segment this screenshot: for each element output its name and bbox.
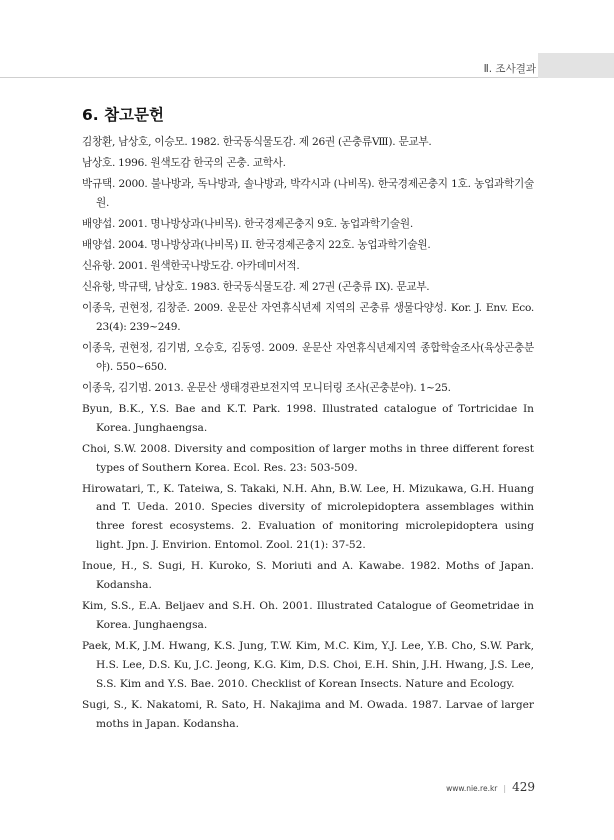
reference-item: Sugi, S., K. Nakatomi, R. Sato, H. Nakajima and M. Owada. 1987. Larvae of larger moths in Japan. Kodansha. [82,698,534,730]
header-section-label: Ⅱ. 조사결과 [483,63,536,75]
section-title: 6. 참고문헌 [82,106,164,124]
reference-item: 배양섭. 2004. 명나방상과(나비목) II. 한국경제곤충지 22호. 농업과학기술원. [82,238,431,251]
reference-item: 이종욱, 권현정, 김창준. 2009. 운문산 자연휴식년제 지역의 곤충류 생물다양성. Kor. J. Env. Eco. 23(4): 239~249. [82,301,534,333]
header-rule [0,77,614,78]
reference-item: 남상호. 1996. 원색도감 한국의 곤충. 교학사. [82,157,286,169]
reference-item: 이종욱, 권현정, 김기범, 오승호, 김동영. 2009. 운문산 자연휴식년제지역 종합학술조사(육상곤충분야). 550~650. [82,341,534,373]
reference-item: Choi, S.W. 2008. Diversity and composition of larger moths in three different forest types of Southern Korea. Ecol. Res. 23: 503-509. [82,442,534,474]
reference-item: 신유항, 박규택, 남상호. 1983. 한국동식물도감. 제 27권 (곤충류 IX). 문교부. [82,280,430,293]
reference-item: 신유항. 2001. 원색한국나방도감. 아카데미서적. [82,259,300,272]
reference-item: Kim, S.S., E.A. Beljaev and S.H. Oh. 2001. Illustrated Catalogue of Geometridae in Korea. Junghaengsa. [82,600,534,632]
footer-separator: | [503,784,507,793]
reference-item: 배양섭. 2001. 명나방상과(나비목). 한국경제곤충지 9호. 농업과학기술원. [82,217,413,230]
reference-item: 김창환, 남상호, 이승모. 1982. 한국동식물도감. 제 26권 (곤충류Ⅷ). 문교부. [82,136,432,148]
reference-item: Paek, M.K, J.M. Hwang, K.S. Jung, T.W. Kim, M.C. Kim, Y.J. Lee, Y.B. Cho, S.W. Park, H.S. Lee, D.S. Ku, J.C. Jeong, K.G. Kim, D.S. Choi, E.H. Shin, J.H. Hwang, J.S. Lee, S.S. Kim and Y.S. Bae. 2010. Checklist of Korean Insects. Nature and Ecology. [82,640,534,690]
reference-item: Inoue, H., S. Sugi, H. Kuroko, S. Moriuti and A. Kawabe. 1982. Moths of Japan. Kodansha. [82,560,534,592]
reference-item: 박규택. 2000. 불나방과, 독나방과, 솔나방과, 박각시과 (나비목). 한국경제곤충지 1호. 농업과학기술원. [82,178,534,209]
page-footer [446,780,535,794]
reference-item: 이종욱, 김기범. 2013. 운문산 생태경관보전지역 모니터링 조사(곤충분야). 1~25. [82,381,451,394]
header-tab-decoration [538,53,614,78]
page-number: 429 [512,780,535,794]
reference-list [82,133,534,736]
footer-url: www.nie.re.kr [446,784,498,793]
reference-item: Byun, B.K., Y.S. Bae and K.T. Park. 1998. Illustrated catalogue of Tortricidae In Korea. Junghaengsa. [82,402,534,434]
reference-item: Hirowatari, T., K. Tateiwa, S. Takaki, N.H. Ahn, B.W. Lee, H. Mizukawa, G.H. Huang and T. Ueda. 2010. Species diversity of microlepidoptera assemblages within three forest ecosystems. 2. Evaluation of monitoring microlepidoptera using light. Jpn. J. Envirion. Entomol. Zool. 21(1): 37-52. [82,482,534,552]
